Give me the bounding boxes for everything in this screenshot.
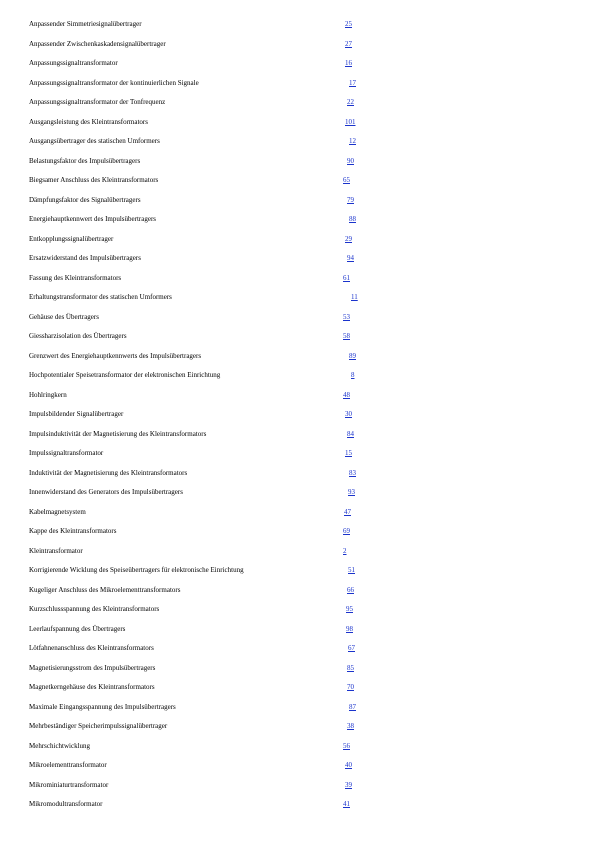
index-entry [0,742,595,756]
page-number-link[interactable]: 69 [343,527,350,535]
page-number-link[interactable]: 79 [347,195,354,204]
index-term: Kugeliger Anschluss des Mikroelementtransformators [29,585,181,594]
index-entry [0,274,595,288]
index-term: Erhaltungstransformator des statischen Umformers [29,293,172,301]
index-term: Kleintransformator [29,546,83,555]
index-term: Energiehauptkennwert des Impulsübertragers [29,215,156,223]
index-term: Induktivität der Magnetisierung des Kleintransformators [29,468,188,477]
index-term: Mikrominiaturtransformator [29,780,109,789]
index-entry [0,59,595,73]
index-entry [0,235,595,249]
index-entry [0,196,595,210]
index-entry [0,527,595,541]
page-number-link[interactable]: 88 [349,215,356,223]
page-number-link[interactable]: 98 [346,624,353,633]
index-entry [0,79,595,93]
page-number-link[interactable]: 47 [344,507,351,516]
index-entry [0,332,595,346]
index-entry [0,488,595,502]
index-term: Ersatzwiderstand des Impulsübertragers [29,254,141,262]
page-number-link[interactable]: 87 [349,702,356,711]
index-entry [0,566,595,580]
index-entry [0,664,595,678]
index-entry [0,683,595,697]
page-number-link[interactable]: 93 [348,488,355,496]
index-term: Biegsamer Anschluss des Kleintransformators [29,176,159,184]
index-entry [0,703,595,717]
index-entry [0,215,595,229]
index-entry [0,644,595,658]
page-number-link[interactable]: 83 [349,468,356,477]
index-term: Impulsbildender Signalübertrager [29,410,124,418]
page-number-link[interactable]: 84 [347,429,354,438]
page-number-link[interactable]: 53 [343,312,350,321]
page-number-link[interactable]: 48 [343,390,350,399]
index-entry [0,98,595,112]
page-number-link[interactable]: 39 [345,780,352,789]
page-number-link[interactable]: 41 [343,800,350,808]
page-number-link[interactable]: 101 [345,117,356,126]
index-term: Ausgangsleistung des Kleintransformators [29,117,148,126]
index-entry [0,313,595,327]
page-number-link[interactable]: 66 [347,585,354,594]
index-term: Giessharzisolation des Übertragers [29,332,127,340]
index-entry [0,508,595,522]
index-term: Anpassungssignaltransformator der kontinuierlichen Signale [29,78,199,87]
page-number-link[interactable]: 61 [343,273,350,282]
index-entry [0,254,595,268]
page-number-link[interactable]: 70 [347,683,354,691]
page-number-link[interactable]: 30 [345,410,352,418]
index-entry [0,293,595,307]
page-number-link[interactable]: 12 [349,137,356,145]
index-entry [0,371,595,385]
index-entry [0,176,595,190]
index-term: Magnetkerngehäuse des Kleintransformators [29,683,155,691]
index-entry [0,40,595,54]
page-number-link[interactable]: 22 [347,98,354,106]
index-entry [0,722,595,736]
page-number-link[interactable]: 94 [347,254,354,262]
page-number-link[interactable]: 29 [345,234,352,243]
index-term: Belastungsfaktor des Impulsübertragers [29,156,141,165]
index-term: Mehrschichtwicklung [29,741,91,750]
index-entry [0,625,595,639]
index-term: Lötfahnenanschluss des Kleintransformators [29,644,154,652]
index-term: Anpassender Simmetriesignalübertrager [29,20,142,28]
index-entry [0,352,595,366]
page-number-link[interactable]: 56 [343,741,350,750]
index-entry [0,449,595,463]
index-term: Entkopplungssignalübertrager [29,234,114,243]
index-term: Hochpotentialer Speisetransformator der elektronischen Einrichtung [29,371,221,379]
index-term: Mehrbeständiger Speicherimpulssignalübertrager [29,722,168,730]
index-term: Dämpfungsfaktor des Signalübertragers [29,195,141,204]
index-term: Grenzwert des Energiehauptkennwerts des Impulsübertragers [29,351,202,360]
index-term: Kappe des Kleintransformators [29,527,117,535]
page-number-link[interactable]: 38 [347,722,354,730]
index-term: Maximale Eingangsspannung des Impulsübertragers [29,702,176,711]
index-term: Gehäuse des Übertragers [29,312,99,321]
index-entry [0,605,595,619]
index-term: Impulsinduktivität der Magnetisierung des Kleintransformators [29,429,207,438]
index-entry [0,547,595,561]
index-entry [0,430,595,444]
index-term: Impulssignaltransformator [29,449,104,457]
index-entry [0,469,595,483]
page-number-link[interactable]: 90 [347,156,354,165]
index-term: Mikromodultransformator [29,800,103,808]
page-number-link[interactable]: 8 [351,371,355,379]
index-entry [0,20,595,34]
index-term: Kurzschlussspannung des Kleintransformators [29,605,160,613]
index-entry [0,391,595,405]
index-term: Anpassungssignaltransformator der Tonfrequenz [29,98,166,106]
index-entry [0,137,595,151]
index-entry [0,157,595,171]
page-number-link[interactable]: 25 [345,20,352,28]
index-entry [0,761,595,775]
index-term: Fassung des Kleintransformators [29,273,122,282]
page-number-link[interactable]: 2 [343,546,347,555]
index-entry [0,781,595,795]
index-term: Korrigierende Wicklung des Speiseübertragers für elektronische Einrichtung [29,566,244,574]
index-entry [0,410,595,424]
page-number-link[interactable]: 51 [348,566,355,574]
page-number-link[interactable]: 89 [349,351,356,360]
index-entry [0,800,595,814]
page-number-link[interactable]: 85 [347,663,354,672]
index-term: Anpassender Zwischenkaskadensignalübertrager [29,39,166,48]
page-number-link[interactable]: 11 [351,293,358,301]
page-number-link[interactable]: 65 [343,176,350,184]
index-term: Leerlaufspannung des Übertragers [29,624,126,633]
page-number-link[interactable]: 58 [343,332,350,340]
index-term: Magnetisierungsstrom des Impulsübertragers [29,663,156,672]
index-term: Anpassungssignaltransformator [29,59,118,67]
index-term: Mikroelementtransformator [29,761,107,769]
page-number-link[interactable]: 17 [349,78,356,87]
page-number-link[interactable]: 27 [345,39,352,48]
index-term: Hohlringkern [29,390,67,399]
page-number-link[interactable]: 67 [348,644,355,652]
page-number-link[interactable]: 15 [345,449,352,457]
index-entry [0,586,595,600]
index-term: Ausgangsübertrager des statischen Umformers [29,137,160,145]
page-number-link[interactable]: 16 [345,59,352,67]
page-number-link[interactable]: 95 [346,605,353,613]
index-term: Innenwiderstand des Generators des Impulsübertragers [29,488,183,496]
index-entry [0,118,595,132]
page-number-link[interactable]: 40 [345,761,352,769]
index-term: Kabelmagnetsystem [29,507,86,516]
